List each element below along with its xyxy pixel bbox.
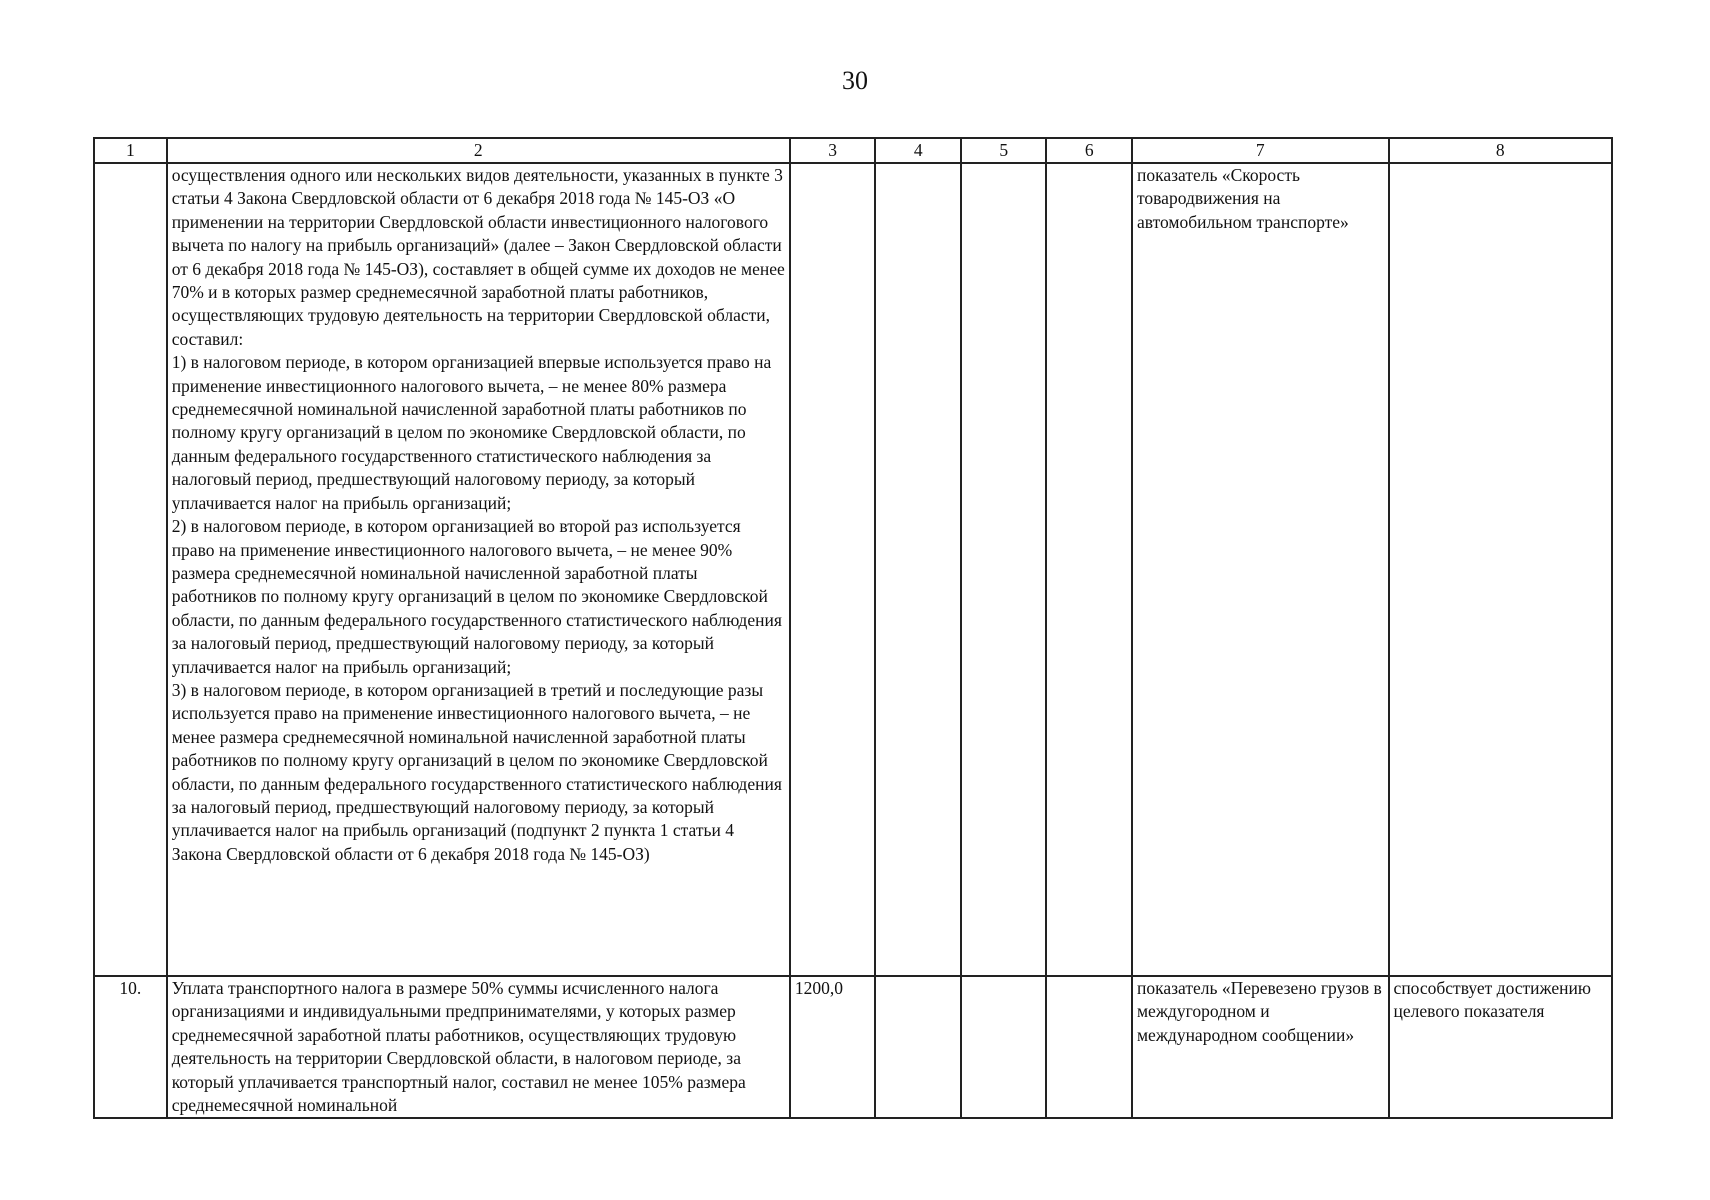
row-amount: 1200,0	[790, 976, 876, 1118]
row-indicator: показатель «Скорость товародвижения на автомобильном транспорте»	[1132, 163, 1389, 976]
data-table	[93, 137, 1613, 1119]
col-header-8: 8	[1389, 138, 1612, 163]
col-header-1: 1	[94, 138, 167, 163]
row-col8	[1389, 163, 1612, 976]
row-number	[94, 163, 167, 976]
description-paragraph: Уплата транспортного налога в размере 50% суммы исчисленного налога организациями и индивидуальными предпринимателями, у которых размер среднемесячной заработной платы работников, осуществляющих трудовую деятельность на территории Свердловской области, в налоговом периоде, за который уплачивается транспортный налог, составил не менее 105% размера среднемесячной номинальной	[171, 978, 746, 1116]
col-header-3: 3	[790, 138, 876, 163]
row-col3	[790, 163, 876, 976]
col-header-7: 7	[1132, 138, 1389, 163]
row-col6	[1046, 976, 1132, 1118]
table-row	[94, 976, 1612, 1118]
description-paragraph: 3) в налоговом периоде, в котором организацией в третий и последующие разы используется право на применение инвестиционного налогового вычета, – не менее размера среднемесячной номинальной начисленной заработной платы работников по полному кругу организаций в целом по экономике Свердловской области, по данным федерального государственного статистического наблюдения за налоговый период, предшествующий налоговому периоду, за который уплачивается налог на прибыль организаций (подпункт 2 пункта 1 статьи 4 Закона Свердловской области от 6 декабря 2018 года № 145-ОЗ)	[171, 679, 782, 864]
description-paragraph: осуществления одного или нескольких видов деятельности, указанных в пункте 3 статьи 4 Закона Свердловской области от 6 декабря 2018 года № 145-ОЗ «О применении на территории Свердловской области инвестиционного налогового вычета по налогу на прибыль организаций» (далее – Закон Свердловской области от 6 декабря 2018 года № 145-ОЗ), составляет в общей сумме их доходов не менее 70% и в которых размер среднемесячной заработной платы работников, осуществляющих трудовую деятельность на территории Свердловской области, составил:	[171, 165, 785, 349]
col-header-2: 2	[167, 138, 790, 163]
page-number: 30	[842, 66, 868, 95]
row-description	[167, 976, 790, 1118]
col-header-6: 6	[1046, 138, 1132, 163]
row-col5	[961, 976, 1047, 1118]
header-row	[94, 138, 1612, 163]
table-row	[94, 163, 1612, 976]
col-header-5: 5	[961, 138, 1047, 163]
row-col4	[875, 163, 961, 976]
row-col6	[1046, 163, 1132, 976]
row-col4	[875, 976, 961, 1118]
row-col5	[961, 163, 1047, 976]
description-paragraph: 2) в налоговом периоде, в котором организацией во второй раз используется право на применение инвестиционного налогового вычета, – не менее 90% размера среднемесячной номинальной начисленной заработной платы работников по полному кругу организаций в целом по экономике Свердловской области, по данным федерального государственного статистического наблюдения за налоговый период, предшествующий налоговому периоду, за который уплачивается налог на прибыль организаций;	[171, 516, 782, 677]
col-header-4: 4	[875, 138, 961, 163]
row-number: 10.	[94, 976, 167, 1118]
row-description	[167, 163, 790, 976]
row-note: способствует достижению целевого показателя	[1389, 976, 1612, 1118]
row-indicator: показатель «Перевезено грузов в междугородном и международном сообщении»	[1132, 976, 1389, 1118]
description-paragraph: 1) в налоговом периоде, в котором организацией впервые используется право на применение инвестиционного налогового вычета, – не менее 80% размера среднемесячной номинальной начисленной заработной платы работников по полному кругу организаций в целом по экономике Свердловской области, по данным федерального государственного статистического наблюдения за налоговый период, предшествующий налоговому периоду, за который уплачивается налог на прибыль организаций;	[171, 352, 772, 513]
